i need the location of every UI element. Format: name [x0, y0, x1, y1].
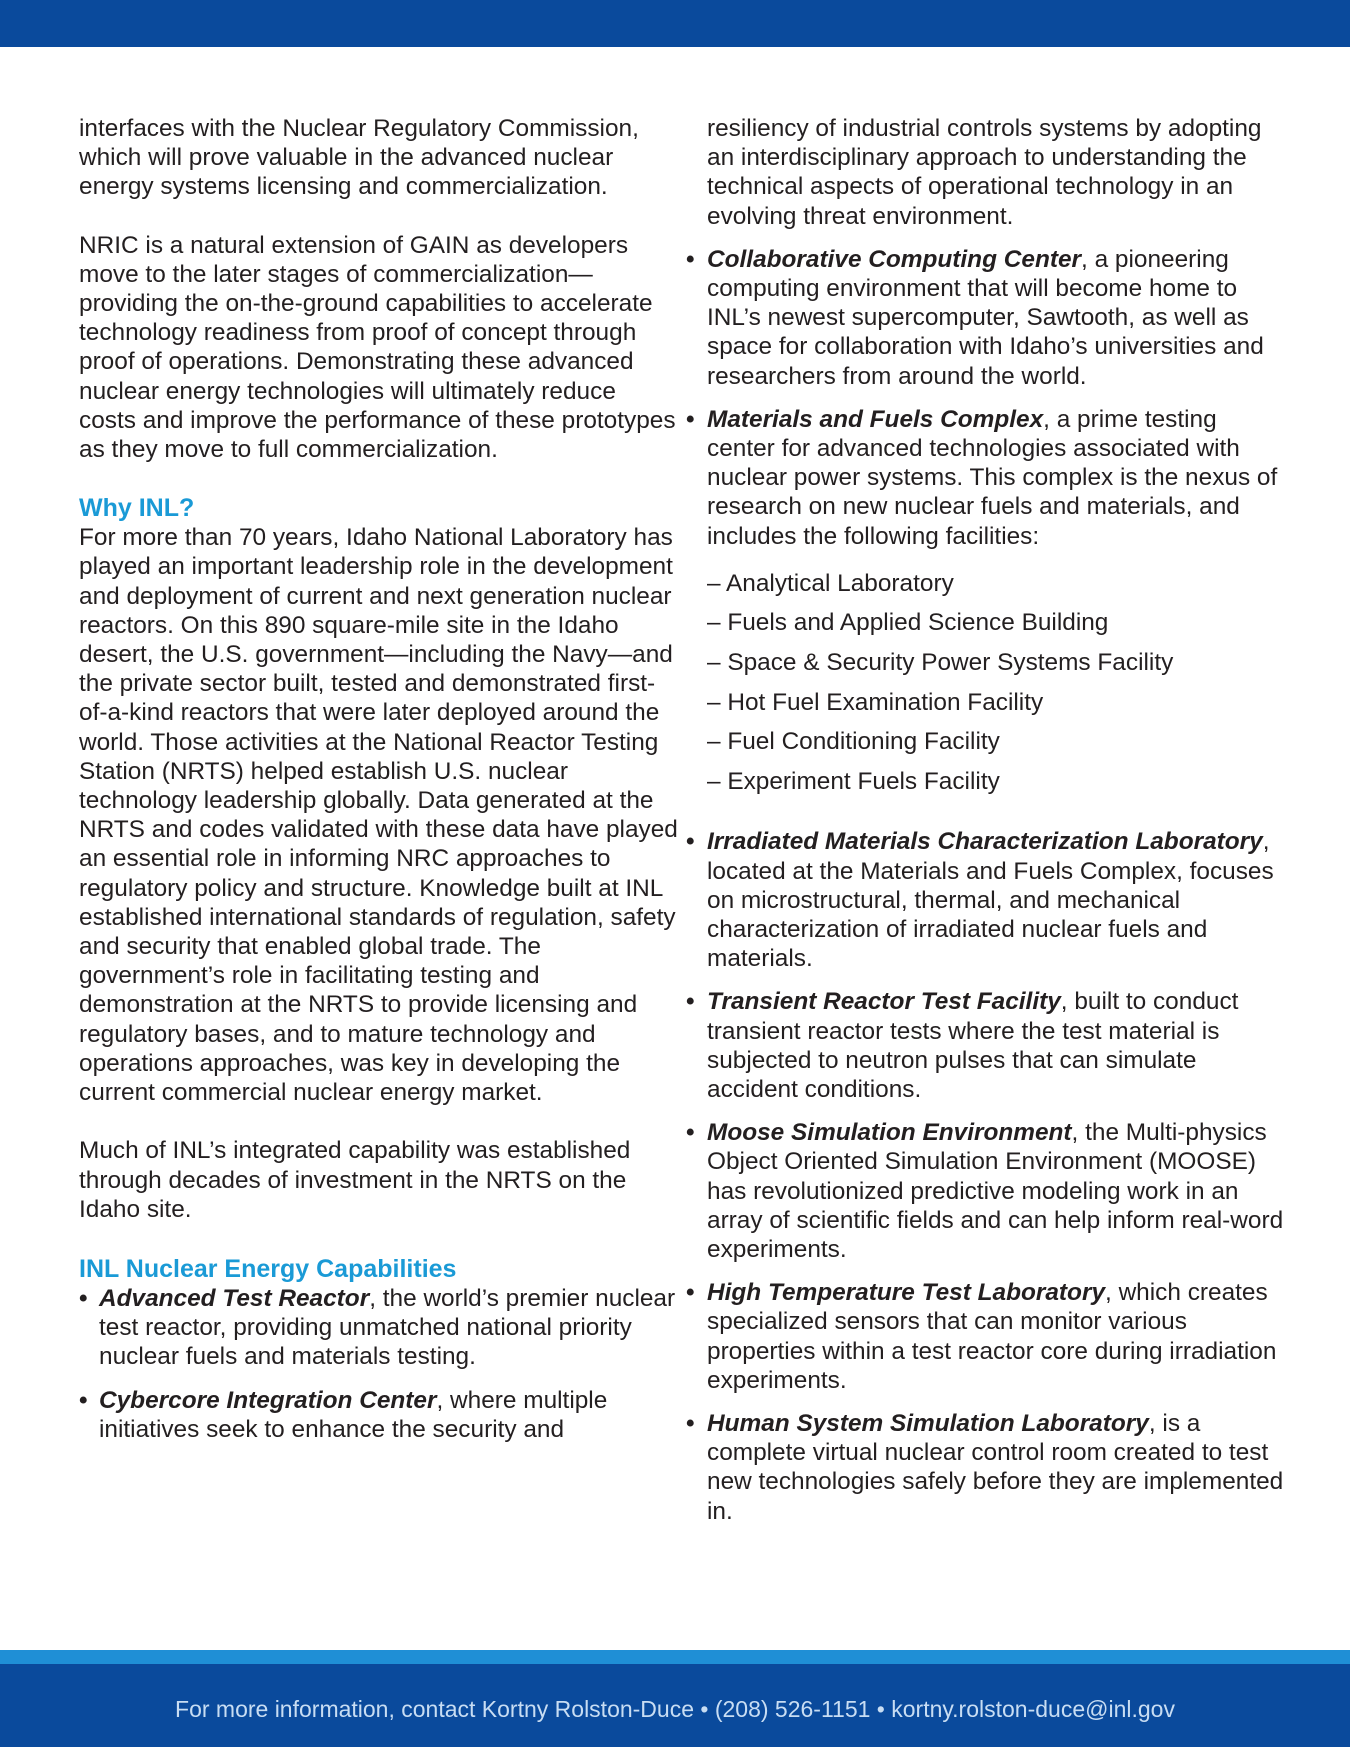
list-item	[707, 245, 1287, 391]
capability-term: Human System Simulation Laboratory	[707, 1410, 1149, 1438]
right-column	[707, 114, 1287, 1526]
facility-item: – Fuels and Applied Science Building	[707, 603, 1287, 643]
capability-term: Irradiated Materials Characterization Laboratory	[707, 828, 1263, 856]
facility-item: – Fuel Conditioning Facility	[707, 722, 1287, 762]
list-item	[79, 1284, 679, 1372]
facility-item: – Experiment Fuels Facility	[707, 762, 1287, 802]
capability-description: , built to conduct transient reactor tests where the test material is subjected to neutron pulses that can simulate accident conditions.	[707, 988, 1239, 1104]
capability-description: , is a complete virtual nuclear control room created to test new technologies safely before they are implemented in.	[707, 1410, 1284, 1525]
capability-term: Materials and Fuels Complex	[707, 405, 1044, 433]
capabilities-list-right-b	[707, 827, 1287, 1525]
capabilities-list-left	[79, 1284, 679, 1444]
facility-item: – Space & Security Power Systems Facility	[707, 643, 1287, 683]
capability-description: , a prime testing center for advanced technologies associated with nuclear power systems. This complex is the nexus of research on new nuclear fuels and materials, and includes the following facilities:	[707, 405, 1278, 550]
capability-description: , where multiple initiatives seek to enhance the security and	[99, 1386, 608, 1443]
facility-item: – Hot Fuel Examination Facility	[707, 683, 1287, 723]
paragraph-regulatory: interfaces with the Nuclear Regulatory Commission, which will prove valuable in the advanced nuclear energy systems licensing and commercialization.	[79, 115, 639, 201]
capability-description: , the Multi-physics Object Oriented Simulation Environment (MOOSE) has revolutionized predictive modeling work in an array of scientific fields and can help inform real-word experiments.	[707, 1119, 1284, 1264]
list-item	[707, 1278, 1287, 1395]
capability-term: Moose Simulation Environment	[707, 1119, 1072, 1147]
capability-term: Cybercore Integration Center	[99, 1386, 437, 1414]
paragraph-nric: NRIC is a natural extension of GAIN as developers move to the later stages of commercialization—providing the on-the-ground capabilities to accelerate technology readiness from proof of concept through proof of operations. Demonstrating these advanced nuclear energy technologies will ultimately reduce costs and improve the performance of these prototypes as they move to full commercialization.	[79, 231, 676, 464]
footer-accent-stripe	[0, 1650, 1350, 1664]
capability-description: , located at the Materials and Fuels Complex, focuses on microstructural, thermal, and mechanical characterization of irradiated nuclear fuels and materials.	[707, 828, 1274, 973]
capability-term: Collaborative Computing Center	[707, 245, 1082, 273]
footer-contact: For more information, contact Kortny Rolston-Duce • (208) 526-1151 • kortny.rolston-duce@inl.gov	[175, 1696, 1175, 1722]
capability-term: High Temperature Test Laboratory	[707, 1279, 1106, 1307]
list-item	[707, 987, 1287, 1104]
left-column	[79, 114, 679, 1444]
list-item	[79, 1386, 679, 1444]
facility-item: – Analytical Laboratory	[707, 564, 1287, 604]
capability-term: Transient Reactor Test Facility	[707, 988, 1061, 1016]
facilities-list	[707, 564, 1287, 802]
paragraph-integrated-capability: Much of INL’s integrated capability was established through decades of investment in the NRTS on the Idaho site.	[79, 1137, 631, 1223]
paragraph-history: For more than 70 years, Idaho National Laboratory has played an important leadership role in the development and deployment of current and next generation nuclear reactors. On this 890 square-mile site in the Idaho desert, the U.S. government—including the Navy—and the private sector built, tested and demonstrated first-of-a-kind reactors that were later deployed around the world. Those activities at the National Reactor Testing Station (NRTS) helped establish U.S. nuclear technology leadership globally. Data generated at the NRTS and codes validated with these data have played an essential role in informing NRC approaches to regulatory policy and structure. Knowledge built at INL established international standards of regulation, safety and security that enabled global trade. The government’s role in facilitating testing and demonstration at the NRTS to provide licensing and regulatory bases, and to mature technology and operations approaches, was key in developing the current commercial nuclear energy market.	[79, 524, 678, 1107]
capability-description: , a pioneering computing environment that will become home to INL’s newest supercomputer, Sawtooth, as well as space for collaboration with Idaho’s universities and researchers from around the world.	[707, 245, 1264, 390]
heading-why-inl: Why INL?	[79, 494, 195, 523]
list-item	[707, 1118, 1287, 1264]
list-item	[707, 405, 1287, 551]
paragraph-continuation: resiliency of industrial controls systems by adopting an interdisciplinary approach to understanding the technical aspects of operational technology in an evolving threat environment.	[707, 115, 1262, 230]
top-banner	[0, 0, 1350, 47]
capability-term: Advanced Test Reactor	[99, 1284, 370, 1312]
capabilities-list-right-a	[707, 245, 1287, 551]
capability-description: , which creates specialized sensors that can monitor various properties within a test reactor core during irradiation experiments.	[707, 1279, 1277, 1394]
footer-banner	[0, 1650, 1350, 1747]
heading-capabilities: INL Nuclear Energy Capabilities	[79, 1254, 457, 1283]
list-item	[707, 827, 1287, 973]
list-item	[707, 1409, 1287, 1526]
capability-description: , the world’s premier nuclear test reactor, providing unmatched national priority nuclear fuels and materials testing.	[99, 1284, 676, 1371]
